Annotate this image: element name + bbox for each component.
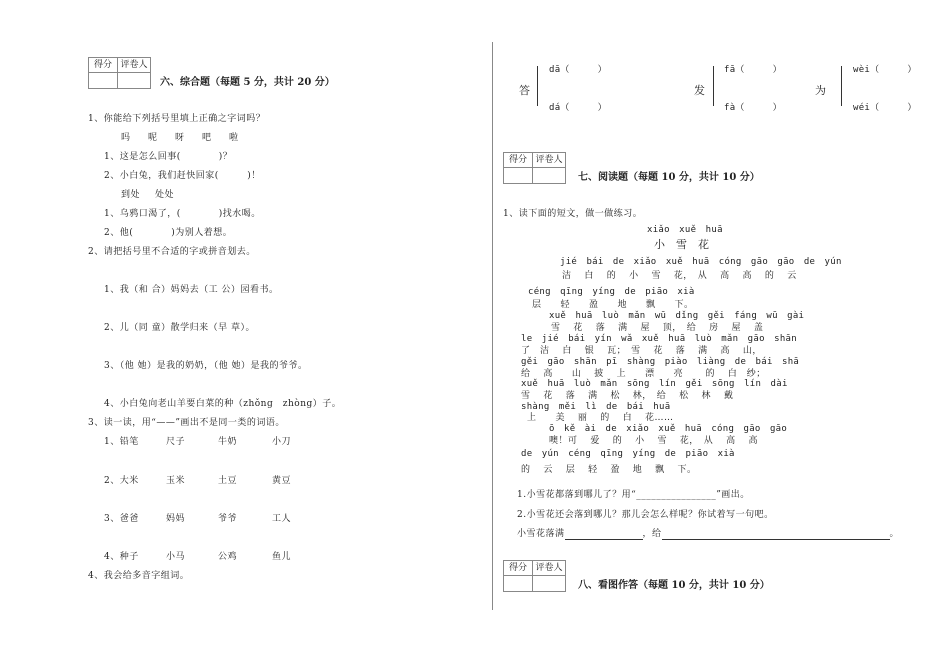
q1-s2: 2、小白兔，我们赶快回家( )！ <box>104 171 261 181</box>
sec7-fill-line: 小雪花落满 ，给 。 <box>517 529 900 539</box>
sec7-q2: 2.小雪花还会落到哪儿？那儿会怎么样呢？你试着写一句吧。 <box>517 510 774 520</box>
q2-s1: 1、我（和 合）妈妈去（工 公）园看书。 <box>104 285 279 295</box>
q3-row-2: 2、大米 玉米 土豆 黄豆 <box>104 476 292 486</box>
brace-1 <box>537 66 546 106</box>
q2-prompt: 2、请把括号里不合适的字或拼音划去。 <box>88 247 256 257</box>
q1-words2: 到处 处处 <box>121 190 175 200</box>
poem-py-8: ō kě ài de xiǎo xuě huā cóng gāo gāo <box>549 424 788 434</box>
q1-words: 吗 呢 呀 吧 啦 <box>121 133 239 143</box>
fill-blank-1[interactable] <box>565 529 643 540</box>
poem-py-1: jié bái de xiǎo xuě huā cóng gāo gāo de yún <box>560 257 842 267</box>
poly-py-1b: dá（ ） <box>549 103 607 113</box>
poly-py-2a: fā（ ） <box>724 65 782 75</box>
sec6-title: 六、综合题（每题 5 分，共计 20 分） <box>160 77 335 88</box>
sec7-title: 七、阅读题（每题 10 分，共计 10 分） <box>578 172 760 183</box>
q2-s4: 4、小白兔向老山羊要白菜的种（zhǒng zhòng）子。 <box>104 399 342 409</box>
q4-prompt: 4、我会给多音字组词。 <box>88 571 190 581</box>
poem-cn-4: 了 洁 白 银 瓦； 雪 花 落 满 高 山， <box>521 346 762 356</box>
poem-cn-6: 雪 花 落 满 松 林， 给 松 林 戴 <box>521 391 734 401</box>
poem-py-7: shàng měi lì de bái huā <box>521 402 671 412</box>
poem-title: 小 雪 花 <box>654 238 709 251</box>
poem-cn-2: 层 轻 盈 地 飘 下。 <box>532 300 694 310</box>
q3-row-1: 1、铅笔 尺子 牛奶 小刀 <box>104 437 292 447</box>
poly-char-3: 为 <box>815 84 827 97</box>
score-box-sec8: 得分 评卷人 <box>503 560 566 592</box>
poem-py-2: céng qīng yíng de piāo xià <box>528 287 695 297</box>
poem-cn-5: 给 高 山 披 上 漂 亮 的 白 纱； <box>521 369 766 379</box>
poem-py-3: xuě huā luò mǎn wū dǐng gěi fáng wū gài <box>549 311 805 321</box>
q1-s1: 1、这是怎么回事( )？ <box>104 152 233 162</box>
poem-py-6: xuě huā luò mǎn sōng lín gěi sōng lín dài <box>521 379 788 389</box>
sec8-title: 八、看图作答（每题 10 分，共计 10 分） <box>578 580 770 591</box>
sec7-prompt: 1、读下面的短文，做一做练习。 <box>503 209 643 219</box>
q1-s4: 2、他( )为别人着想。 <box>104 228 233 238</box>
poem-cn-7: 上 美 丽 的 白 花…… <box>527 413 674 423</box>
poem-py-9: de yún céng qīng yíng de piāo xià <box>521 449 735 459</box>
poem-cn-3: 雪 花 落 满 屋 顶， 给 房 屋 盖 <box>551 323 764 333</box>
q1-s3: 1、乌鸦口渴了，( )找水喝。 <box>104 209 261 219</box>
q2-s3: 3、（他 她）是我的奶奶，（他 她）是我的爷爷。 <box>104 361 308 371</box>
brace-2 <box>713 66 722 106</box>
brace-3 <box>841 66 850 106</box>
poem-title-pinyin: xiǎo xuě huā <box>647 225 723 235</box>
q3-prompt: 3、读一读，用“——”画出不是同一类的词语。 <box>88 418 285 428</box>
q2-s2: 2、儿（同 童）散学归来（早 草）。 <box>104 323 255 333</box>
poly-char-2: 发 <box>694 84 706 97</box>
score-box-sec7: 得分 评卷人 <box>503 152 566 184</box>
q3-row-3: 3、爸爸 妈妈 爷爷 工人 <box>104 514 292 524</box>
score-box-sec6 <box>88 57 151 89</box>
poem-cn-8: 噢！可 爱 的 小 雪 花， 从 高 高 <box>549 436 759 446</box>
poem-cn-1: 洁 白 的 小 雪 花， 从 高 高 的 云 <box>562 271 797 281</box>
q3-row-4: 4、种子 小马 公鸡 鱼儿 <box>104 552 292 562</box>
poly-py-3a: wèi（ ） <box>853 65 917 75</box>
poem-py-5: gěi gāo shān pī shàng piào liàng de bái shā <box>521 357 800 367</box>
poly-py-1a: dā（ ） <box>549 65 607 75</box>
poem-py-4: le jié bái yín wǎ xuě huā luò mǎn gāo shān <box>521 334 797 344</box>
poly-py-2b: fà（ ） <box>724 103 782 113</box>
fill-blank-2[interactable] <box>662 529 890 540</box>
score-label: 得分 <box>89 58 118 72</box>
sec7-q1: 1.小雪花都落到哪儿了？用“________________”画出。 <box>517 490 750 500</box>
poly-py-3b: wéi（ ） <box>853 103 917 113</box>
poem-cn-9: 的 云 层 轻 盈 地 飘 下。 <box>521 465 697 475</box>
reviewer-label: 评卷人 <box>120 60 148 70</box>
q1-prompt: 1、你能给下列括号里填上正确之字词吗？ <box>88 114 266 124</box>
poly-char-1: 答 <box>519 84 531 97</box>
column-divider <box>492 42 493 610</box>
